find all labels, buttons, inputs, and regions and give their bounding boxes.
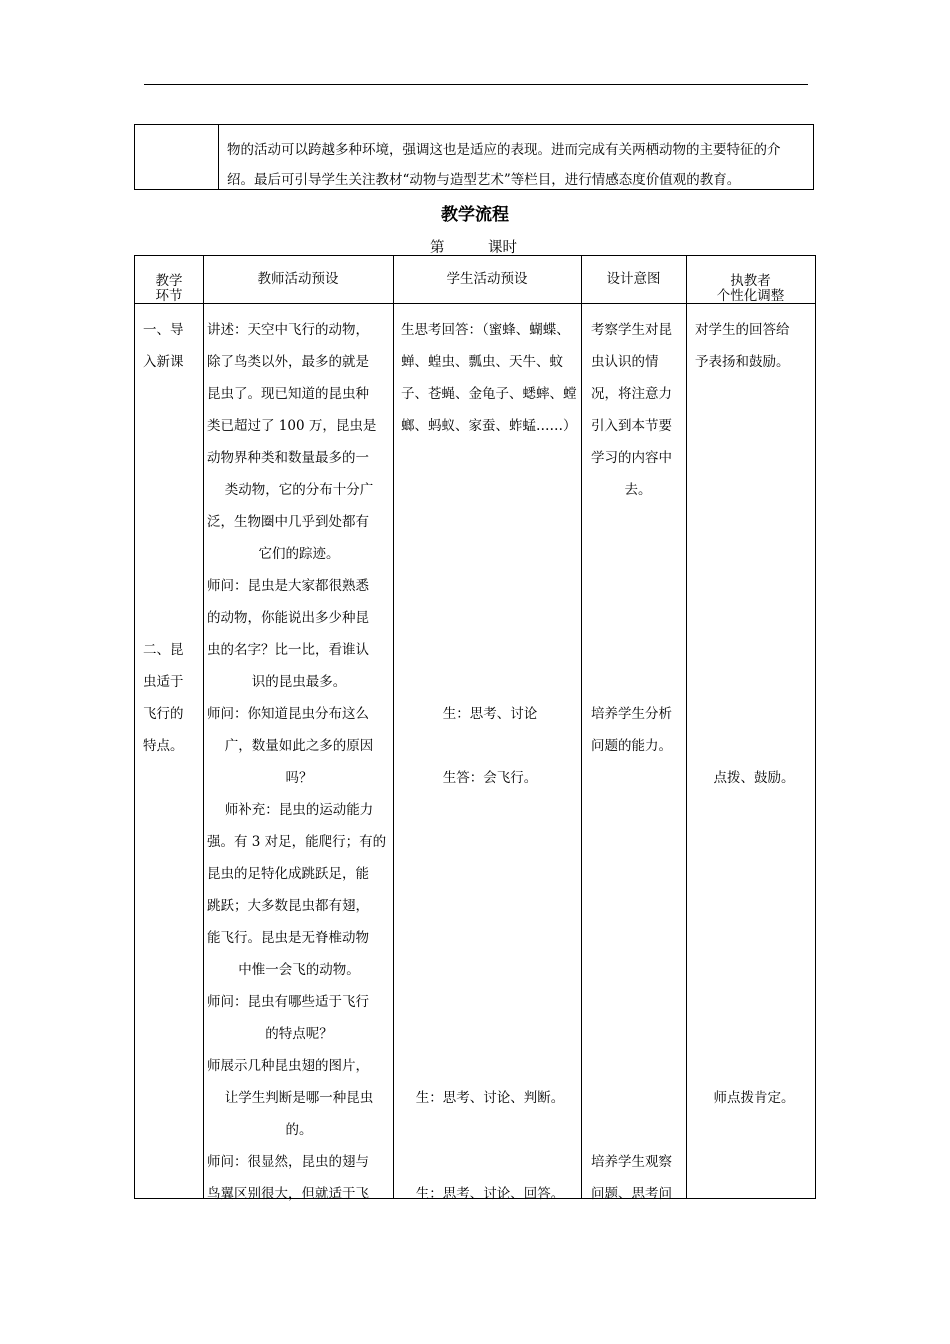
design-line: 学习的内容中 [591,450,672,466]
design-line [591,634,685,666]
teacher-column [207,314,391,1210]
teacher-line: 类已超过了 100 万，昆虫是 [207,418,377,434]
teacher-line: 虫的名字？比一比，看谁认 [207,642,369,658]
header-exec-line: 个性化调整 [716,288,785,304]
teacher-line: 师问：很显然，昆虫的翅与 [207,1154,369,1170]
exec-line: 对学生的回答给 [695,322,790,338]
student-line: 蝉、蝗虫、瓢虫、天牛、蚊 [401,354,563,370]
teacher-line: 泛，生物圈中几乎到处都有 [207,514,369,530]
design-line: 培养学生观察 [591,1154,672,1170]
continued-text-line: 物的活动可以跨越多种环境，强调这也是适应的表现。进而完成有关两栖动物的主要特征的介 [227,142,781,158]
exec-line [695,538,813,570]
stage-line [143,570,199,602]
teacher-line: 吗？ [285,770,313,786]
student-line: 生答：会飞行。 [442,770,538,786]
stage-line [143,506,199,538]
design-line [591,794,685,826]
student-line [401,506,579,538]
teacher-line: 讲述：天空中飞行的动物， [207,322,369,338]
period-prefix: 第 [430,240,445,256]
exec-line [695,570,813,602]
exec-line: 予表扬和鼓励。 [695,354,790,370]
teacher-line: 能飞行。昆虫是无脊椎动物 [207,930,369,946]
student-line [401,922,579,954]
student-line: 生：思考、讨论、回答。 [415,1186,565,1202]
teacher-line: 师问：你知道昆虫分布这么 [207,706,369,722]
design-line: 问题、思考问 [591,1186,672,1202]
exec-line [695,1018,813,1050]
teacher-line: 昆虫了。现已知道的昆虫种 [207,386,369,402]
student-line: 生思考回答：（蜜蜂、蝴蝶、 [401,322,570,338]
header-design: 设计意图 [606,271,661,287]
student-line [401,442,579,474]
teacher-line: 它们的踪迹。 [258,546,340,562]
continued-table-text [227,135,807,195]
exec-line [695,410,813,442]
stage-line [143,474,199,506]
exec-line [695,442,813,474]
exec-line [695,954,813,986]
stage-line: 虫适于 [143,674,184,690]
exec-line [695,794,813,826]
student-line [401,986,579,1018]
student-line [401,730,579,762]
teacher-line: 师补充：昆虫的运动能力 [224,802,374,818]
exec-line: 师点拨肯定。 [713,1090,795,1106]
continued-table-label-cell [135,125,219,189]
header-exec-line: 执教者 [730,273,771,289]
teacher-line: 的特点呢？ [265,1026,333,1042]
student-line [401,634,579,666]
stage-line: 特点。 [143,738,184,754]
exec-line [695,922,813,954]
teacher-line: 师问：昆虫是大家都很熟悉 [207,578,369,594]
design-line: 问题的能力。 [591,738,672,754]
student-line [401,538,579,570]
teacher-line: 识的昆虫最多。 [251,674,347,690]
column-divider [581,256,582,1198]
student-column [401,314,579,1210]
design-line: 去。 [624,482,652,498]
student-line [401,794,579,826]
teacher-line: 鸟翼区别很大，但就适于飞 [207,1186,369,1202]
student-line [401,1114,579,1146]
design-line: 况，将注意力 [591,386,672,402]
exec-line [695,666,813,698]
design-line [591,762,685,794]
design-line: 引入到本节要 [591,418,672,434]
design-line [591,506,685,538]
exec-line [695,634,813,666]
header-student: 学生活动预设 [446,271,528,287]
stage-line: 二、昆 [143,642,184,658]
stage-line [143,378,199,410]
exec-line [695,698,813,730]
stage-line: 入新课 [143,354,184,370]
student-line: 子、苍蝇、金龟子、蟋蟀、螳 [401,386,577,402]
teacher-line: 动物界种类和数量最多的一 [207,450,369,466]
teacher-line: 广，数量如此之多的原因 [224,738,374,754]
student-line [401,474,579,506]
stage-line [143,442,199,474]
student-line: 螂、蚂蚁、家蚕、蚱蜢……） [401,418,577,434]
header-stage [135,274,203,304]
design-line: 培养学生分析 [591,706,672,722]
student-line [401,602,579,634]
stage-line [143,602,199,634]
exec-line: 点拨、鼓励。 [713,770,795,786]
header-exec [686,274,815,304]
student-line [401,826,579,858]
stage-column [143,314,199,762]
design-line [591,922,685,954]
design-line [591,602,685,634]
design-line: 考察学生对昆 [591,322,672,338]
student-line [401,666,579,698]
design-line [591,858,685,890]
exec-line [695,506,813,538]
exec-line [695,858,813,890]
teacher-line: 的动物，你能说出多少种昆 [207,610,369,626]
student-line [401,954,579,986]
teacher-line: 中惟一会飞的动物。 [238,962,360,978]
student-line [401,570,579,602]
section-title: 教学流程 [441,205,509,225]
exec-line [695,986,813,1018]
stage-line [143,538,199,570]
header-teacher: 教师活动预设 [257,271,339,287]
exec-line [695,602,813,634]
student-line [401,858,579,890]
stage-line: 一、导 [143,322,184,338]
design-column [591,314,685,1210]
teacher-line: 让学生判断是哪一种昆虫 [224,1090,374,1106]
exec-line [695,890,813,922]
student-line: 生：思考、讨论、判断。 [415,1090,565,1106]
design-line [591,826,685,858]
exec-line [695,1050,813,1082]
teacher-line: 除了鸟类以外，最多的就是 [207,354,369,370]
student-line: 生：思考、讨论 [442,706,538,722]
continued-text-line: 绍。最后可引导学生关注教材“动物与造型艺术”等栏目，进行情感态度价值观的教育。 [227,172,741,188]
design-line [591,666,685,698]
column-divider [686,256,687,1198]
teacher-line: 的。 [285,1122,313,1138]
teacher-line: 昆虫的足特化成跳跃足，能 [207,866,369,882]
stage-line: 飞行的 [143,706,184,722]
exec-line [695,474,813,506]
header-stage-line: 环节 [155,288,183,304]
header-rule [144,84,808,85]
design-line [591,986,685,1018]
exec-column [695,314,813,1114]
design-line: 虫认识的情 [591,354,659,370]
teaching-flow-table [134,255,816,1202]
design-line [591,1018,685,1050]
student-line [401,890,579,922]
design-line [591,954,685,986]
teacher-line: 类动物，它的分布十分广 [224,482,374,498]
design-line [591,538,685,570]
design-line [591,1050,685,1082]
student-line [401,1018,579,1050]
student-line [401,1050,579,1082]
continued-table [134,124,814,190]
design-line [591,1114,685,1146]
design-line [591,1082,685,1114]
header-stage-line: 教学 [155,273,183,289]
teacher-line: 师问：昆虫有哪些适于飞行 [207,994,369,1010]
stage-line [143,410,199,442]
exec-line [695,378,813,410]
teacher-line: 跳跃；大多数昆虫都有翅， [207,898,369,914]
teacher-line: 强。有 3 对足，能爬行；有的 [207,834,387,850]
student-line [401,1146,579,1178]
design-line [591,890,685,922]
exec-line [695,730,813,762]
exec-line [695,826,813,858]
column-divider [393,256,394,1198]
teacher-line: 师展示几种昆虫翅的图片， [207,1058,369,1074]
design-line [591,570,685,602]
column-divider [203,256,204,1198]
period-suffix: 课时 [488,240,517,256]
